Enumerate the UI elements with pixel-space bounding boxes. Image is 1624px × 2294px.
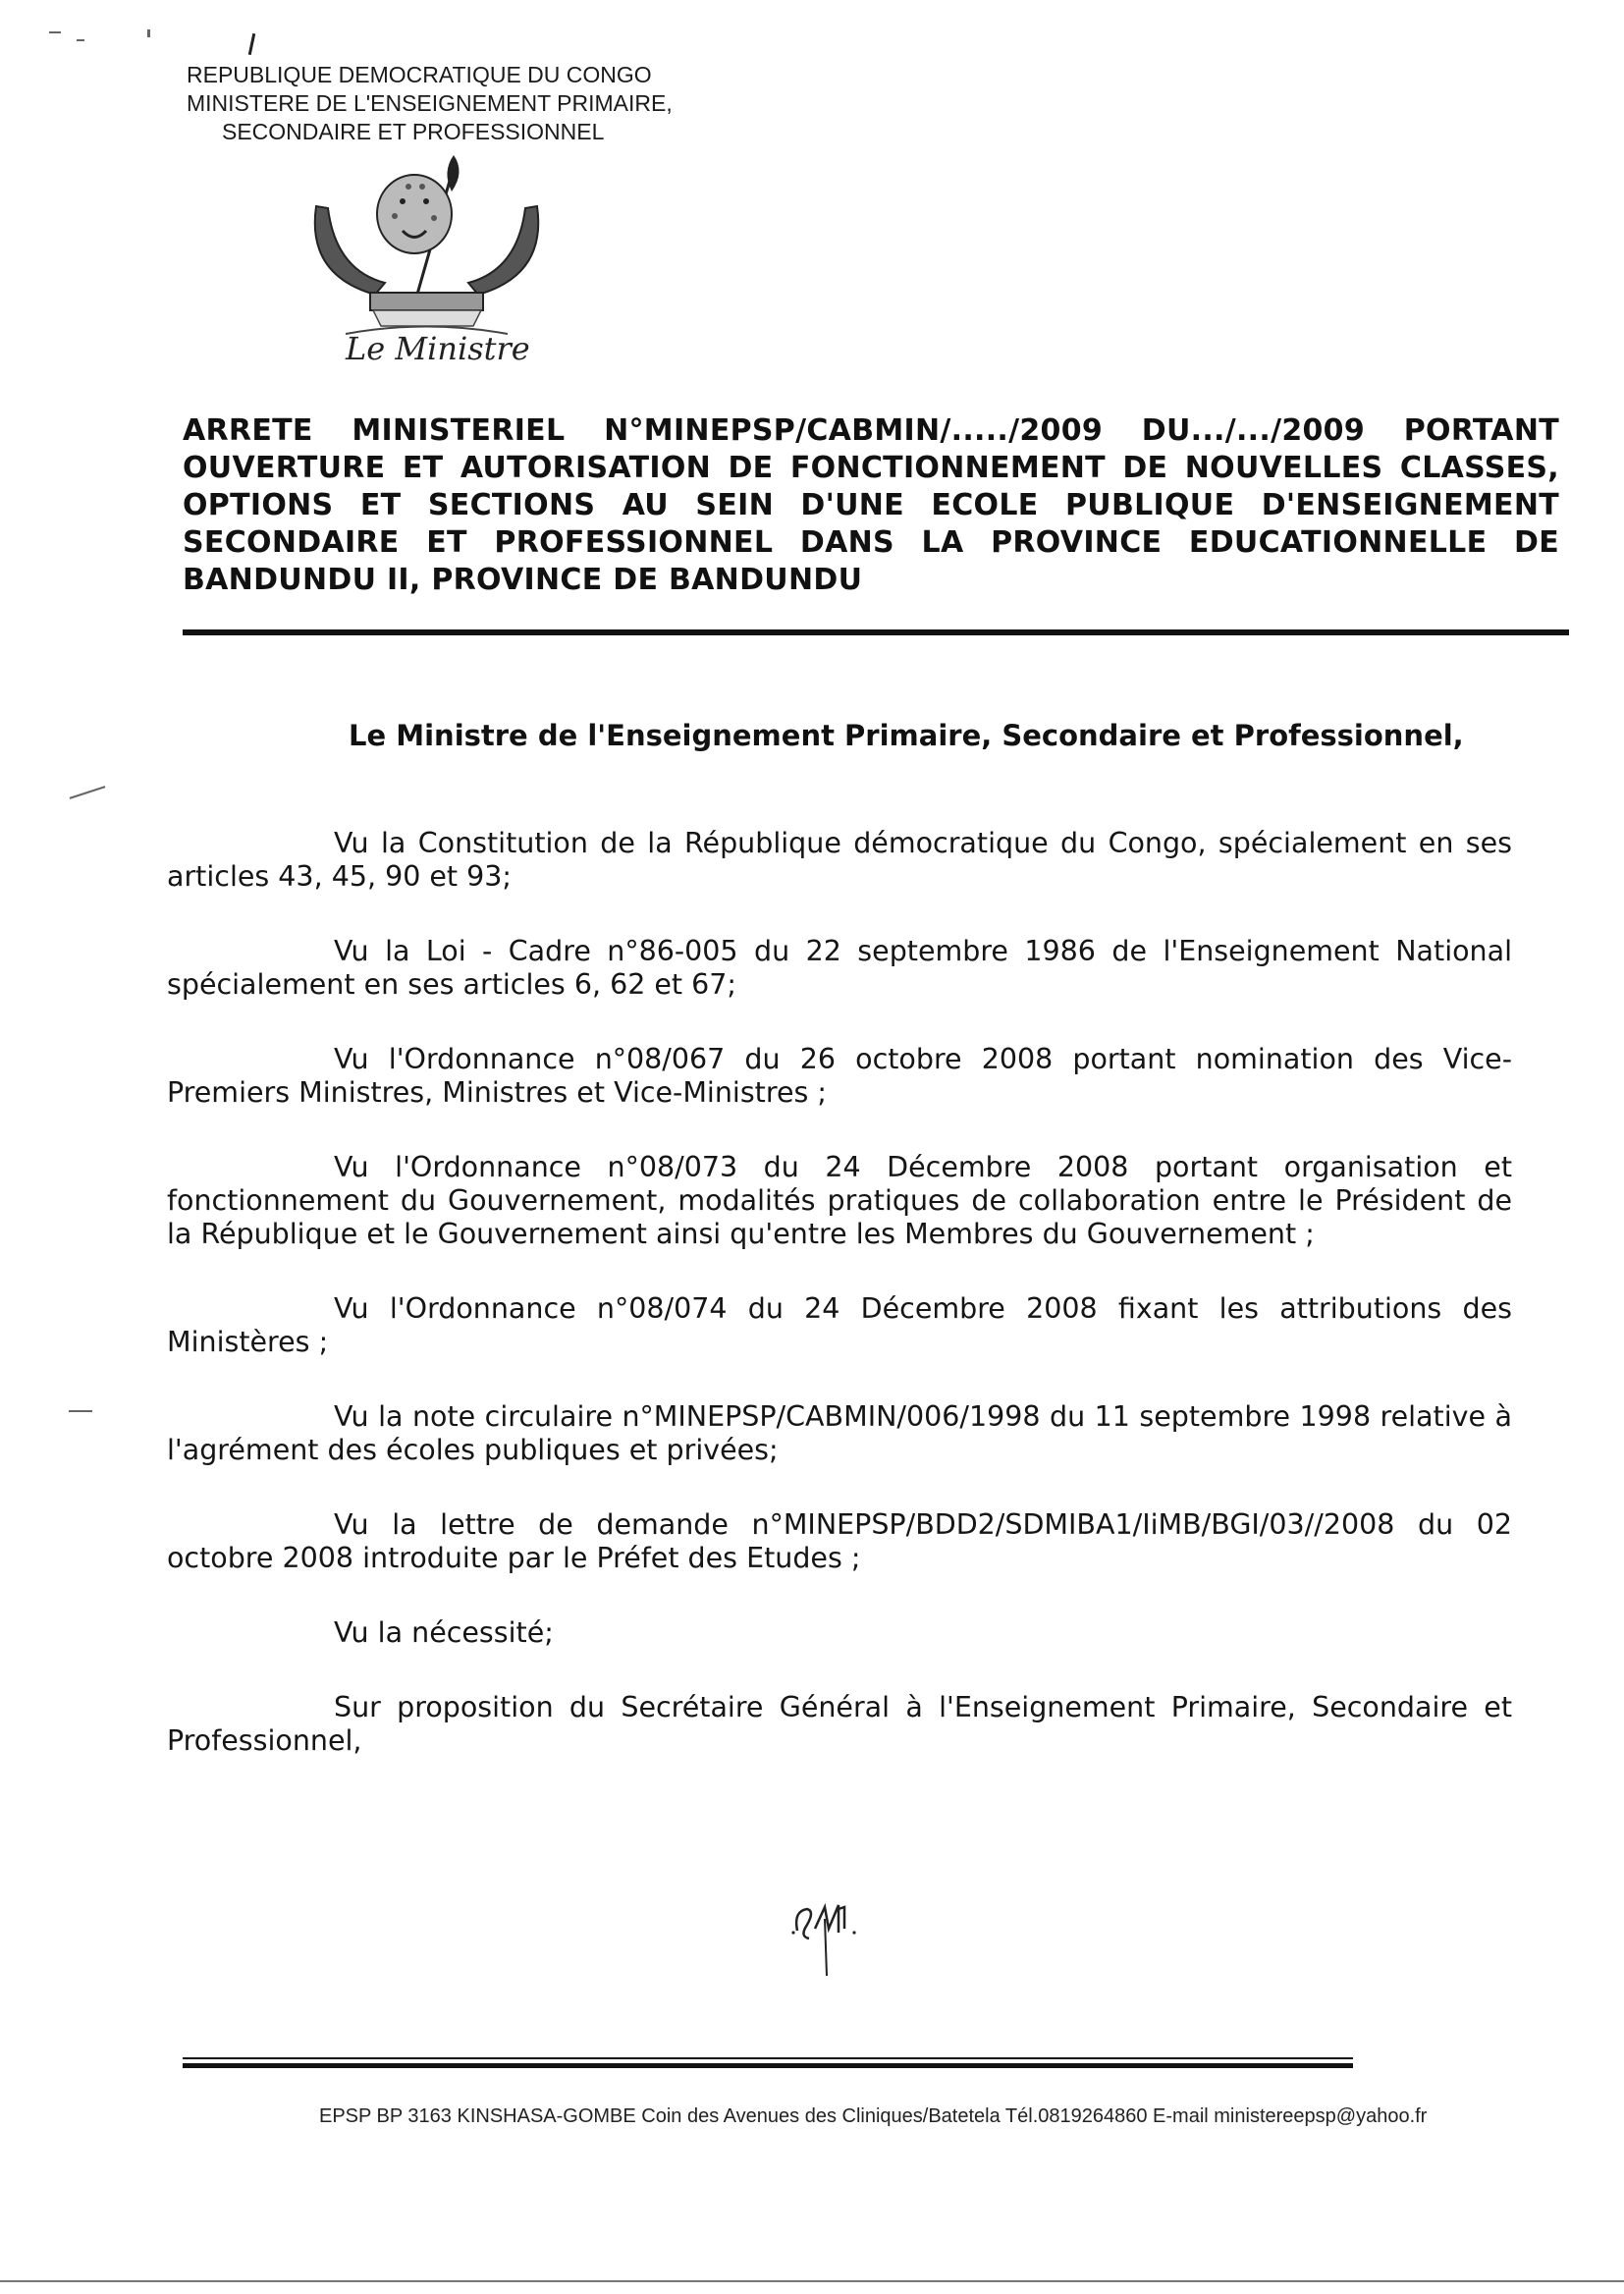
footer-divider	[183, 2057, 1353, 2068]
preamble-paragraph: Vu l'Ordonnance n°08/073 du 24 Décembre 2008 portant organisation et fonctionnement du Gouvernement, modalités pratiques de collaboration entre le Président de la République et le Gouvernement ainsi qu'entre les Membres du Gouvernement ;	[167, 1151, 1512, 1250]
preamble-paragraph: Vu l'Ordonnance n°08/067 du 26 octobre 2008 portant nomination des Vice-Premiers Ministres, Ministres et Vice-Ministres ;	[167, 1043, 1512, 1109]
preamble-paragraph: Sur proposition du Secrétaire Général à l'Enseignement Primaire, Secondaire et Professionnel,	[167, 1691, 1512, 1757]
letterhead-ministry: MINISTERE DE L'ENSEIGNEMENT PRIMAIRE,	[187, 90, 673, 116]
handwritten-initials	[785, 1889, 874, 1978]
decree-title: ARRETE MINISTERIEL N°MINEPSP/CABMIN/...../2009 DU.../.../2009 PORTANT OUVERTURE ET AUTORISATION DE FONCTIONNEMENT DE NOUVELLES CLASSES, OPTIONS ET SECTIONS AU SEIN D'UNE ECOLE PUBLIQUE D'ENSEIGNEMENT SECONDAIRE ET PROFESSIONNEL DANS LA PROVINCE EDUCATIONNELLE DE BANDUNDU II, PROVINCE DE BANDUNDU	[183, 413, 1559, 597]
scan-speck	[77, 39, 84, 41]
scan-speck	[69, 1410, 92, 1412]
letterhead-country: REPUBLIQUE DEMOCRATIQUE DU CONGO	[187, 62, 652, 87]
scan-speck	[70, 786, 106, 799]
preamble-paragraph: Vu la Loi - Cadre n°86-005 du 22 septembre 1986 de l'Enseignement National spécialement en ses articles 6, 62 et 67;	[167, 935, 1512, 1001]
minister-signature-label: Le Ministre	[346, 330, 530, 367]
addressee: Le Ministre de l'Enseignement Primaire, Secondaire et Professionnel,	[349, 719, 1464, 752]
footer-address: EPSP BP 3163 KINSHASA-GOMBE Coin des Avenues des Cliniques/Batetela Tél.0819264860 E-mail ministereepsp@yahoo.fr	[319, 2105, 1428, 2127]
letterhead-ministry-cont: SECONDAIRE ET PROFESSIONNEL	[222, 119, 605, 144]
coat-of-arms-emblem	[306, 147, 547, 339]
preamble-paragraph: Vu la lettre de demande n°MINEPSP/BDD2/SDMIBA1/IiMB/BGI/03//2008 du 02 octobre 2008 introduite par le Préfet des Etudes ;	[167, 1508, 1512, 1574]
preamble	[167, 827, 1512, 1799]
preamble-paragraph: Vu la note circulaire n°MINEPSP/CABMIN/006/1998 du 11 septembre 1998 relative à l'agrément des écoles publiques et privées;	[167, 1400, 1512, 1466]
title-divider	[183, 629, 1569, 635]
preamble-paragraph: Vu l'Ordonnance n°08/074 du 24 Décembre 2008 fixant les attributions des Ministères ;	[167, 1292, 1512, 1358]
scan-speck	[49, 31, 61, 33]
letterhead	[187, 61, 673, 146]
pen-mark	[248, 33, 256, 55]
preamble-paragraph: Vu la nécessité;	[334, 1616, 554, 1649]
scan-speck	[147, 29, 150, 37]
preamble-paragraph: Vu la Constitution de la République démocratique du Congo, spécialement en ses articles 43, 45, 90 et 93;	[167, 827, 1512, 893]
scan-edge-line	[0, 2280, 1624, 2282]
